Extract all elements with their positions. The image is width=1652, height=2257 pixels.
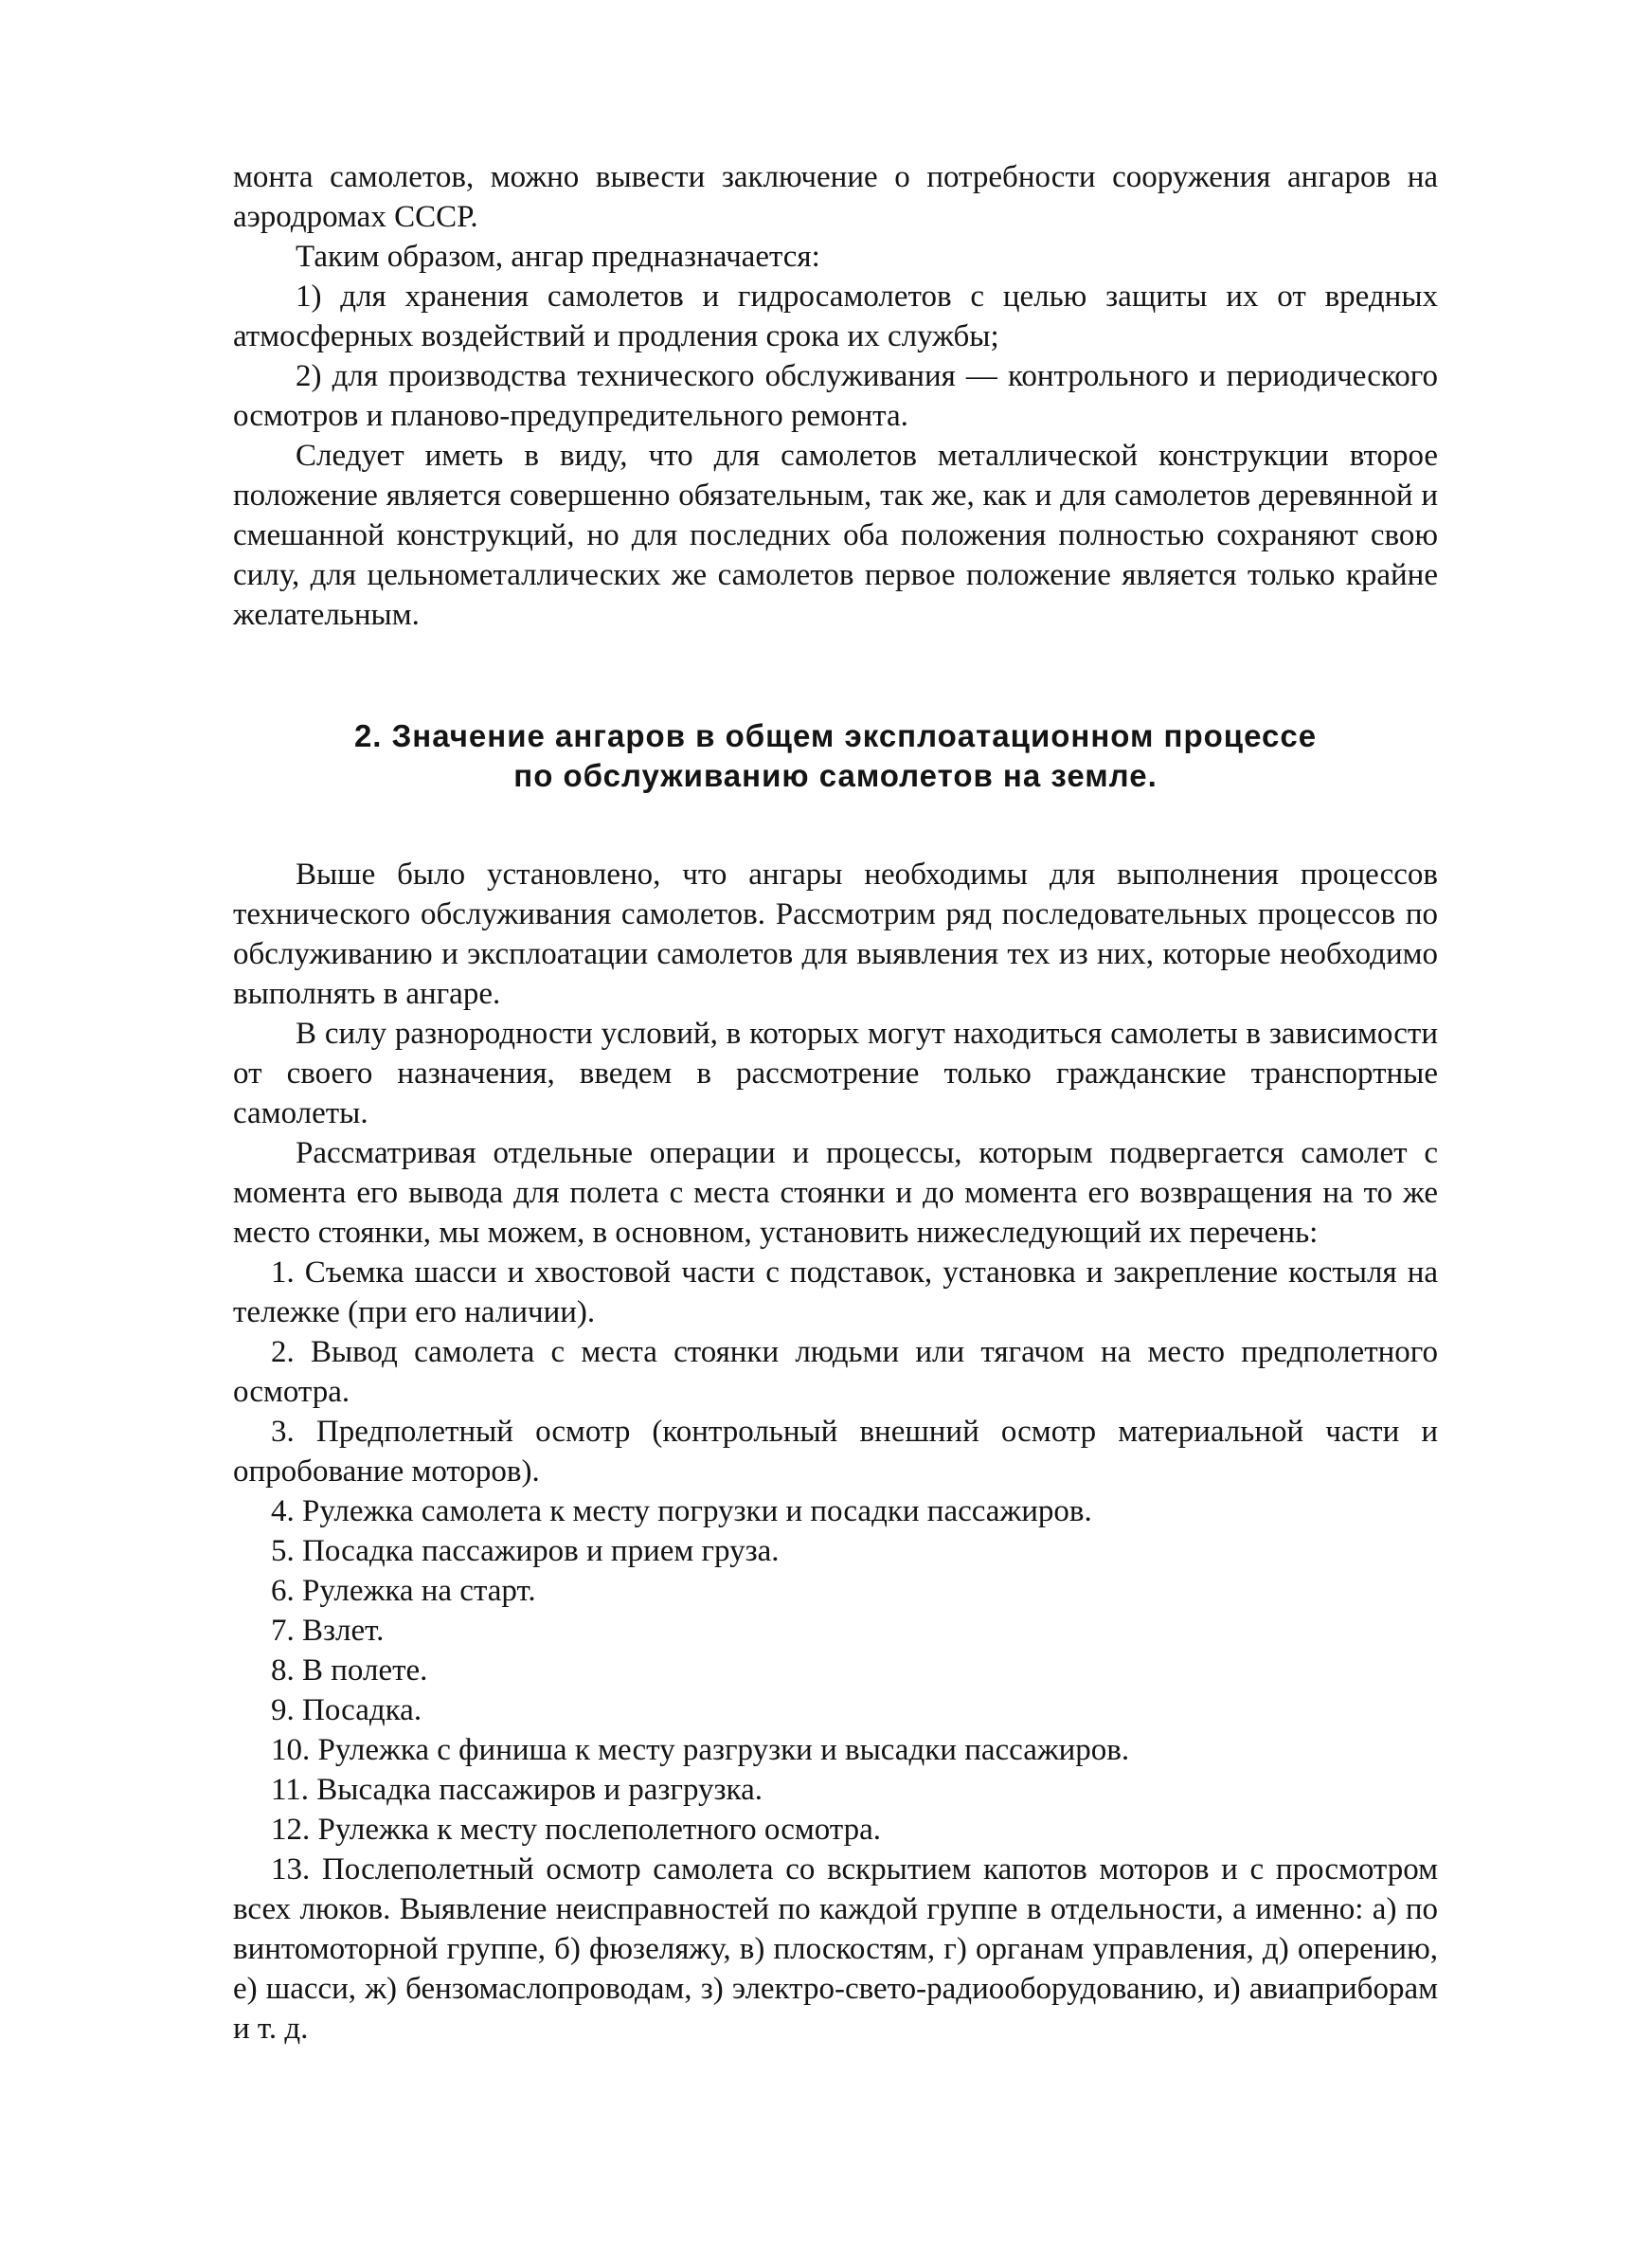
section-paragraph-1: Выше было установлено, что ангары необходимы для выполнения процессов технического обслуживания самолетов. Рассмотрим ряд последовательных процессов по обслуживанию и эксплоатации самолетов для выявления тех из них, которые необходимо выполнять в ангаре. [233,858,1438,1011]
list-item-text: Съемка шасси и хвостовой части с подставок, установка и закрепление костыля на тележке (при его наличии). [233,1255,1439,1329]
list-item [233,1690,1438,1730]
intro-block [233,157,1438,635]
list-item-text: Высадка пассажиров и разгрузка. [316,1773,763,1807]
intro-paragraph-3: 1) для хранения самолетов и гидросамолетов с целью защиты их от вредных атмосферных воздействий и продления срока их службы; [233,280,1438,353]
list-item-number: 8. [271,1653,295,1688]
intro-paragraph-5: Следует иметь в виду, что для самолетов металлической конструкции второе положение является совершенно обязательным, так же, как и для самолетов деревянной и смешанной конструкций, но для последних оба положения полностью сохраняют свою силу, для цельнометаллических же самолетов первое положение является только крайне желательным. [233,439,1438,632]
intro-paragraph-2: Таким образом, ангар предназначается: [296,240,820,274]
list-item-number: 6. [271,1574,295,1608]
list-item-number: 7. [271,1614,295,1648]
list-item-text: Взлет. [302,1614,385,1648]
list-item-number: 5. [271,1534,295,1568]
intro-paragraph-4: 2) для производства технического обслуживания — контрольного и периодического осмотров и планово-предупредительного ремонта. [233,359,1438,433]
document-page [233,157,1438,2049]
list-item-number: 3. [271,1415,295,1449]
list-item [233,1611,1438,1651]
section-body [233,855,1438,2049]
list-item-text: Рулежка самолета к месту погрузки и посадки пассажиров. [302,1494,1092,1528]
list-item-number: 9. [271,1693,295,1727]
section-heading-line-2: по обслуживанию самолетов на земле. [513,758,1158,793]
list-item-text: Рулежка с финиша к месту разгрузки и высадки пассажиров. [317,1733,1130,1767]
list-item-text: Предполетный осмотр (контрольный внешний осмотр материальной части и опробование моторов). [233,1415,1439,1489]
operations-list [233,1253,1438,2049]
list-item [233,1491,1438,1531]
list-item-number: 12. [271,1813,311,1847]
list-item [233,1571,1438,1611]
section-heading-line-1: 2. Значение ангаров в общем эксплоатационном процессе [353,718,1318,753]
list-item-text: Послеполетный осмотр самолета со вскрытием капотов моторов и с просмотром всех люков. Выявление неисправностей по каждой группе в отдельности, а именно: а) по винтомоторной группе, б) фюзеляжу, в) плоскостям, г) органам управления, д) оперению, е) шасси, ж) бензомаслопроводам, з) электро-свето-радиооборудованию, и) авиаприборам и т. д. [233,1852,1439,2046]
list-item [233,1332,1438,1412]
list-item-number: 13. [271,1852,311,1887]
list-item [233,1730,1438,1770]
list-item [233,1412,1438,1491]
list-item [233,1651,1438,1690]
list-item-number: 1. [271,1255,295,1290]
intro-paragraph-1: монта самолетов, можно вывести заключение о потребности сооружения ангаров на аэродромах СССР. [233,160,1438,234]
list-item [233,1850,1438,2049]
list-item-number: 10. [271,1733,311,1767]
section-paragraph-2: В силу разнородности условий, в которых могут находиться самолеты в зависимости от своего назначения, введем в рассмотрение только гражданские транспортные самолеты. [233,1017,1438,1130]
list-item-number: 4. [271,1494,295,1528]
list-item-text: В полете. [302,1653,428,1688]
list-item-text: Рулежка к месту послеполетного осмотра. [317,1813,882,1847]
list-item [233,1253,1438,1332]
list-item-text: Посадка пассажиров и прием груза. [302,1534,780,1568]
section-heading [233,716,1438,796]
list-item-number: 11. [271,1773,310,1807]
list-item [233,1810,1438,1850]
list-item [233,1770,1438,1810]
list-item-text: Рулежка на старт. [302,1574,536,1608]
list-item-number: 2. [271,1335,295,1369]
section-paragraph-3: Рассматривая отдельные операции и процессы, которым подвергается самолет с момента его вывода для полета с места стоянки и до момента его возвращения на то же место стоянки, мы можем, в основном, установить нижеследующий их перечень: [233,1136,1438,1250]
list-item-text: Посадка. [302,1693,422,1727]
list-item [233,1531,1438,1571]
list-item-text: Вывод самолета с места стоянки людьми или тягачом на место предполетного осмотра. [233,1335,1438,1409]
